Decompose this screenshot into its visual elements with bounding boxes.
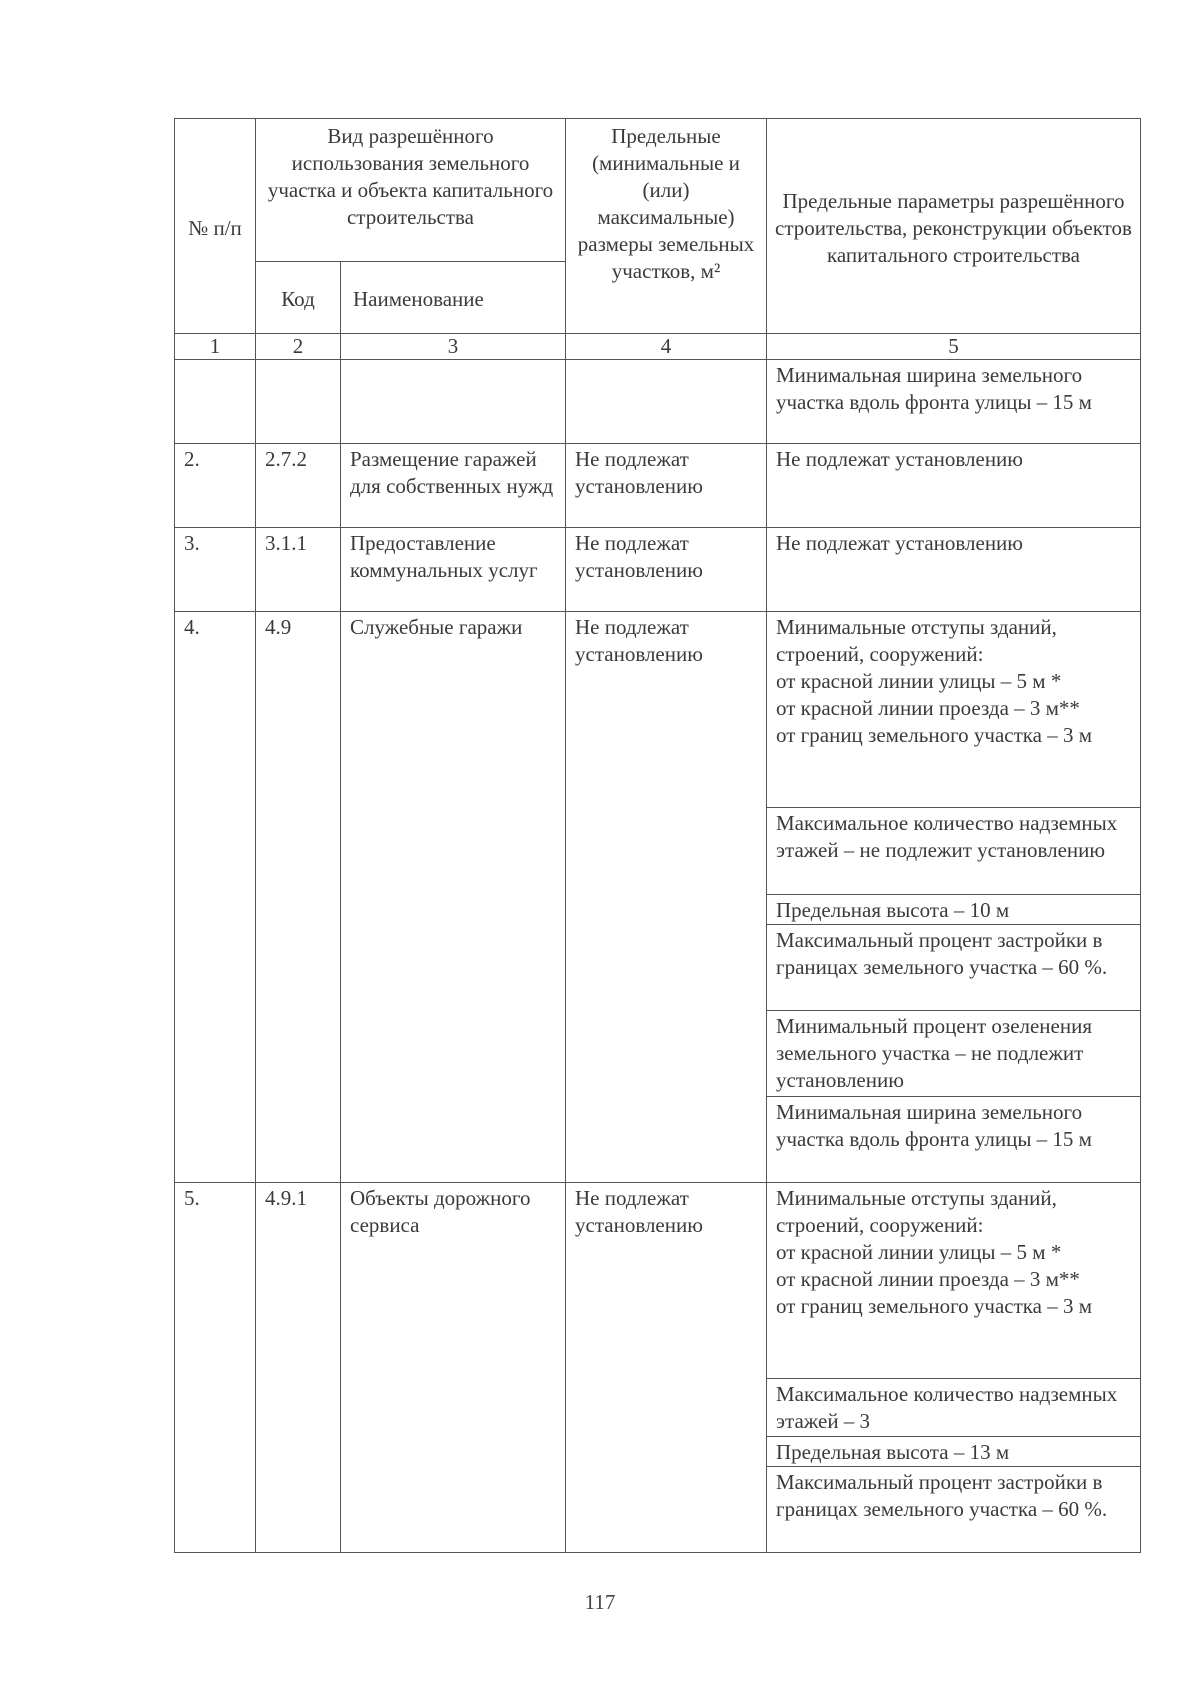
row-params-cell xyxy=(767,1183,1141,1553)
row-number-cell: 4. xyxy=(175,612,256,1183)
column-number-4: 4 xyxy=(566,334,767,360)
row-params-cell: Не подлежат установлению xyxy=(767,444,1141,528)
column-number-5: 5 xyxy=(767,334,1141,360)
row-code-cell: 2.7.2 xyxy=(256,444,341,528)
row-params-cell xyxy=(767,612,1141,1183)
row-size-cell: Не подлежат установлению xyxy=(566,528,767,612)
row-number-cell: 2. xyxy=(175,444,256,528)
param-setback-street: от красной линии улицы – 5 м * xyxy=(776,1240,1062,1264)
row-number-cell: 3. xyxy=(175,528,256,612)
row-number-cell: 5. xyxy=(175,1183,256,1553)
row-params-cell: Не подлежат установлению xyxy=(767,528,1141,612)
param-min-landscaping: Минимальный процент озеленения земельного участка – не подлежит установлению xyxy=(767,1011,1140,1097)
document-sheet xyxy=(174,118,1140,1553)
table-row xyxy=(175,444,1141,528)
column-number-1: 1 xyxy=(175,334,256,360)
param-setbacks-block xyxy=(767,612,1140,808)
row-name-cell xyxy=(341,360,566,444)
row-code-cell: 3.1.1 xyxy=(256,528,341,612)
param-setback-boundary: от границ земельного участка – 3 м xyxy=(776,723,1093,747)
header-plot-size-cell: Предельные (минимальные и (или) максимальные) размеры земельных участков, м² xyxy=(566,119,767,334)
param-max-height: Предельная высота – 13 м xyxy=(767,1437,1140,1467)
param-max-height: Предельная высота – 10 м xyxy=(767,895,1140,925)
header-code-cell: Код xyxy=(256,262,341,334)
param-max-floors: Максимальное количество надземных этажей – 3 xyxy=(767,1379,1140,1437)
param-max-floors: Максимальное количество надземных этажей – не подлежит установлению xyxy=(767,808,1140,895)
row-code-cell: 4.9 xyxy=(256,612,341,1183)
row-name-cell: Размещение гаражей для собственных нужд xyxy=(341,444,566,528)
row-size-cell xyxy=(566,360,767,444)
param-setbacks-title: Минимальные отступы зданий, строений, сооружений: xyxy=(776,615,1057,666)
row-name-cell: Служебные гаражи xyxy=(341,612,566,1183)
row-number-cell xyxy=(175,360,256,444)
row-size-cell: Не подлежат установлению xyxy=(566,444,767,528)
table-row xyxy=(175,360,1141,444)
param-setbacks-block xyxy=(767,1183,1140,1379)
column-number-3: 3 xyxy=(341,334,566,360)
row-size-cell: Не подлежат установлению xyxy=(566,612,767,1183)
param-setback-boundary: от границ земельного участка – 3 м xyxy=(776,1294,1093,1318)
row-name-cell: Объекты дорожного сервиса xyxy=(341,1183,566,1553)
row-code-cell xyxy=(256,360,341,444)
page-number: 117 xyxy=(584,1590,616,1614)
table-row xyxy=(175,528,1141,612)
row-params-cell: Минимальная ширина земельного участка вдоль фронта улицы – 15 м xyxy=(767,360,1141,444)
row-code-cell: 4.9.1 xyxy=(256,1183,341,1553)
column-number-2: 2 xyxy=(256,334,341,360)
row-name-cell: Предоставление коммунальных услуг xyxy=(341,528,566,612)
table-row xyxy=(175,612,1141,1183)
param-max-coverage: Максимальный процент застройки в границах земельного участка – 60 %. xyxy=(776,1470,1108,1521)
header-name-cell: Наименование xyxy=(341,262,566,334)
param-setbacks-title: Минимальные отступы зданий, строений, сооружений: xyxy=(776,1186,1057,1237)
header-construction-params-cell: Предельные параметры разрешённого строительства, реконструкции объектов капитального строительства xyxy=(767,119,1141,334)
param-setback-driveway: от красной линии проезда – 3 м** xyxy=(776,1267,1080,1291)
param-min-frontage: Минимальная ширина земельного участка вдоль фронта улицы – 15 м xyxy=(776,1100,1092,1151)
table-row xyxy=(175,1183,1141,1553)
zoning-regulations-table xyxy=(174,118,1141,1553)
header-permitted-use-cell: Вид разрешённого использования земельного участка и объекта капитального строительства xyxy=(256,119,566,262)
param-setback-driveway: от красной линии проезда – 3 м** xyxy=(776,696,1080,720)
param-setback-street: от красной линии улицы – 5 м * xyxy=(776,669,1062,693)
param-max-coverage: Максимальный процент застройки в границах земельного участка – 60 %. xyxy=(767,925,1140,1011)
row-size-cell: Не подлежат установлению xyxy=(566,1183,767,1553)
header-number-cell: № п/п xyxy=(175,119,256,334)
